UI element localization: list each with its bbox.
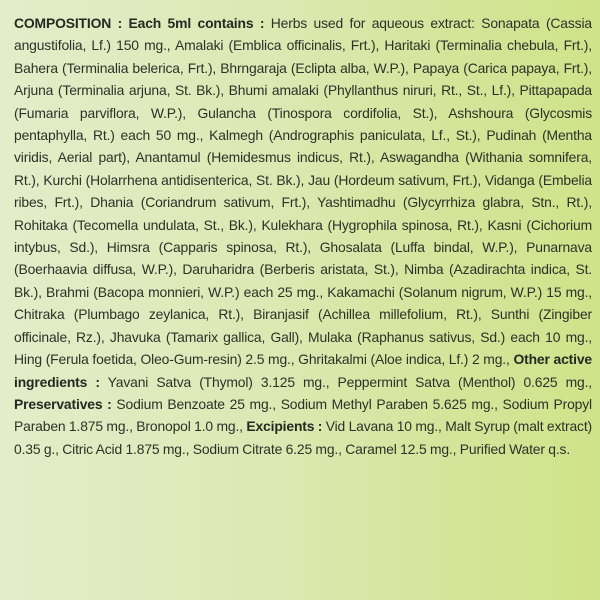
preservatives-heading: Preservatives : [14, 395, 112, 412]
excipients-heading: Excipients : [246, 418, 323, 435]
other-active-text: Yavani Satva (Thymol) 3.125 mg., Peppermint Satva (Menthol) 0.625 mg., [99, 373, 593, 390]
other-active-heading: Other active ingredients : [14, 351, 592, 390]
preservatives-text: Sodium Benzoate 25 mg., Sodium Methyl Paraben 5.625 mg., Sodium Propyl Paraben 1.875 mg., Bronopol 1.0 mg., [14, 395, 592, 435]
composition-paragraph [14, 12, 592, 460]
herbs-text: Herbs used for aqueous extract: Sonapata (Cassia angustifolia, Lf.) 150 mg., Amalaki (Emblica officinalis, Frt.), Haritaki (Terminalia chebula, Frt.), Bahera (Terminalia belerica, Frt.), Bhrngaraja (Eclipta alba, W.P.), Papaya (Carica papaya, Frt.), Arjuna (Terminalia arjuna, St. Bk.), Bhumi amalaki (Phyllanthus niruri, Rt., St., Lf.), Pittapapada (Fumaria parviflora, W.P.), Gulancha (Tinospora cordifolia, St.), Ashshoura (Glycosmis pentaphylla, Rt.) each 50 mg., Kalmegh (Andrographis paniculata, Lf., St.), Pudinah (Mentha viridis, Aerial part), Anantamul (Hemidesmus indicus, Rt.), Aswagandha (Withania somnifera, Rt.), Kurchi (Holarrhena antidisenterica, St. Bk.), Jau (Hordeum sativum, Frt.), Vidanga (Embelia ribes, Frt.), Dhania (Coriandrum sativum, Frt.), Yashtimadhu (Glycyrrhiza glabra, Stn., Rt.), Rohitaka (Tecomella undulata, St., Bk.), Kulekhara (Hygrophila spinosa, Rt.), Kasni (Cichorium intybus, Sd.), Himsra (Capparis spinosa, Rt.), Ghosalata (Luffa bindal, W.P.), Punarnava (Boerhaavia diffusa, W.P.), Daruharidra (Berberis aristata, St.), Nimba (Azadirachta indica, St. Bk.), Brahmi (Bacopa monnieri, W.P.) each 25 mg., Kakamachi (Solanum nigrum, W.P.) 15 mg., Chitraka (Plumbago zeylanica, Rt.), Biranjasif (Achillea millefolium, Rt.), Sunthi (Zingiber officinale, Rz.), Jhavuka (Tamarix gallica, Gall), Mulaka (Raphanus sativus, Sd.) each 10 mg., Hing (Ferula foetida, Oleo-Gum-resin) 2.5 mg., Ghritakalmi (Aloe indica, Lf.) 2 mg., [14, 15, 592, 368]
excipients-text: Vid Lavana 10 mg., Malt Syrup (malt extract) 0.35 g., Citric Acid 1.875 mg., Sodium Citrate 6.25 mg., Caramel 12.5 mg., Purified Water q.s. [14, 418, 593, 457]
composition-heading: COMPOSITION : Each 5ml contains : [14, 15, 265, 31]
